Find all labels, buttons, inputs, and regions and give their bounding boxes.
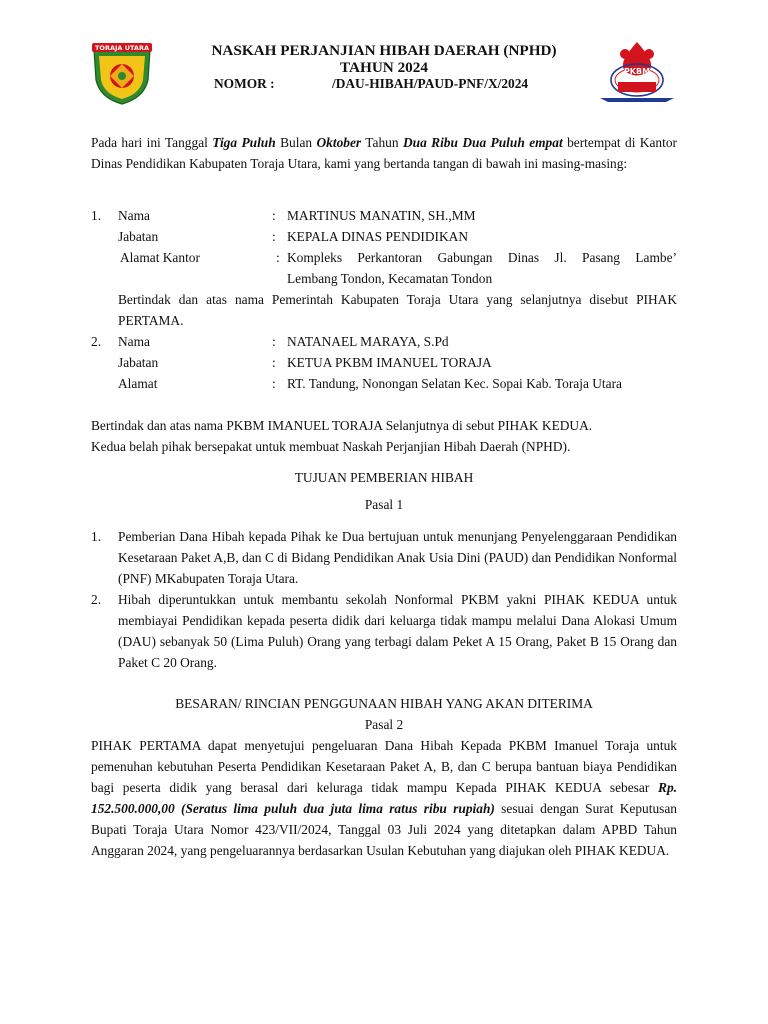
section1-item-1-text: Pemberian Dana Hibah kepada Pihak ke Dua bertujuan untuk menunjang Penyelenggaraan Pendidikan Kesetaraan Paket A,B, dan C di Bidang Pendidikan Anak Usia Dini (PAUD) dan Pendidikan Nonformal (PNF) MKabupaten Toraja Utara. xyxy=(118,529,677,586)
document-number-row xyxy=(214,76,528,92)
section2-pasal: Pasal 2 xyxy=(364,717,404,732)
party1-position-label: Jabatan xyxy=(118,229,159,244)
party2-position-row xyxy=(91,352,681,373)
section1-heading: TUJUAN PEMBERIAN HIBAH xyxy=(294,470,474,485)
party1-name-row xyxy=(91,205,681,226)
colon: : xyxy=(272,334,276,349)
title-line-2: TAHUN 2024 xyxy=(340,59,428,76)
party2-number: 2. xyxy=(91,334,102,349)
intro-text-4: bertempat di Kantor Dinas Pendidikan Kabupaten Toraja Utara, kami yang bertanda tangan di bawah ini masing-masing: xyxy=(91,135,677,171)
acting2-line-2: Kedua belah pihak bersepakat untuk membuat Naskah Perjanjian Hibah Daerah (NPHD). xyxy=(91,439,571,454)
intro-year: Dua Ribu Dua Puluh empat xyxy=(402,135,563,150)
party2-address-row xyxy=(91,373,681,394)
section2-heading: BESARAN/ RINCIAN PENGGUNAAN HIBAH YANG AKAN DITERIMA xyxy=(175,696,593,711)
document-title xyxy=(160,42,608,76)
party2-position-label: Jabatan xyxy=(118,355,159,370)
colon: : xyxy=(272,208,276,223)
party2-address-label: Alamat xyxy=(118,376,158,391)
title-line-1: NASKAH PERJANJIAN HIBAH DAERAH (NPHD) xyxy=(211,42,557,59)
section2-text-2: sesuai dengan Surat Keputusan Bupati Toraja Utara Nomor 423/VII/2024, Tanggal 03 Juli 2024 yang ditetapkan dalam APBD Tahun Anggaran 2024, yang pengeluarannya berdasarkan Usulan Kebutuhan yang diajukan oleh PIHAK KEDUA. xyxy=(91,801,677,858)
party1-address-label: Alamat Kantor xyxy=(120,250,200,265)
party2-address: RT. Tandung, Nonongan Selatan Kec. Sopai Kab. Toraja Utara xyxy=(287,376,622,391)
logo-left-text: TORAJA UTARA xyxy=(95,44,149,52)
party2-name: NATANAEL MARAYA, S.Pd xyxy=(287,334,449,349)
party1-position: KEPALA DINAS PENDIDIKAN xyxy=(287,229,469,244)
party1-name: MARTINUS MANATIN, SH.,MM xyxy=(287,208,476,223)
section2-text-1: PIHAK PERTAMA dapat menyetujui pengeluaran Dana Hibah Kepada PKBM Imanuel Toraja untuk pemenuhan kebutuhan Peserta Pendidikan Kesetaraan Paket A, B, dan C berupa bantuan biaya Pendidikan bagi peserta didik yang berasal dari keluraga tidak mampu Kepada PIHAK KEDUA sebesar xyxy=(91,738,677,795)
party2-name-label: Nama xyxy=(118,334,150,349)
nomor-value: /DAU-HIBAH/PAUD-PNF/X/2024 xyxy=(332,76,529,91)
pkbm-logo-icon xyxy=(596,40,678,104)
colon: : xyxy=(272,376,276,391)
section1-item-1-number: 1. xyxy=(91,529,102,544)
colon: : xyxy=(272,355,276,370)
party1-position-row xyxy=(91,226,681,247)
intro-date: Tiga Puluh xyxy=(212,135,276,150)
party1-address xyxy=(287,247,677,289)
colon: : xyxy=(276,250,280,265)
logo-right-text: PKBM xyxy=(623,67,651,76)
party2-position: KETUA PKBM IMANUEL TORAJA xyxy=(287,355,492,370)
intro-month: Oktober xyxy=(316,135,362,150)
intro-paragraph xyxy=(91,132,677,174)
section1-item-2-number: 2. xyxy=(91,592,102,607)
section1-pasal: Pasal 1 xyxy=(364,497,404,512)
section2-paragraph xyxy=(91,735,677,861)
party1-name-label: Nama xyxy=(118,208,150,223)
grant-amount: Rp. 152.500.000,00 (Seratus lima puluh dua juta lima ratus ribu rupiah) xyxy=(91,780,677,816)
intro-text-3: Tahun xyxy=(361,135,403,150)
colon: : xyxy=(272,229,276,244)
toraja-utara-logo-icon xyxy=(88,40,156,106)
acting2-line-1: Bertindak dan atas nama PKBM IMANUEL TORAJA Selanjutnya di sebut PIHAK KEDUA. xyxy=(91,418,593,433)
nomor-label: NOMOR : xyxy=(214,76,275,91)
party2-name-row xyxy=(91,331,681,352)
party1-number: 1. xyxy=(91,208,102,223)
section1-item-2-text: Hibah diperuntukkan untuk membantu sekolah Nonformal PKBM yakni PIHAK KEDUA untuk membiayai Pendidikan kepada peserta didik dari keluarga tidak mampu melalui Dana Alokasi Umum (DAU) sebanyak 50 (Lima Puluh) Orang yang terbagi dalam Peket A 15 Orang, Paket B 15 Orang dan Paket C 20 Orang. xyxy=(118,592,677,670)
party1-address-line-1: Kompleks Perkantoran Gabungan Dinas Jl. Pasang Lambe’ xyxy=(287,250,677,265)
intro-text-2: Bulan xyxy=(275,135,317,150)
intro-text-1: Pada hari ini Tanggal xyxy=(91,135,213,150)
party1-address-line-2: Lembang Tondon, Kecamatan Tondon xyxy=(287,271,493,286)
party1-acting-paragraph: Bertindak dan atas nama Pemerintah Kabupaten Toraja Utara yang selanjutnya disebut PIHAK PERTAMA. xyxy=(118,292,677,328)
